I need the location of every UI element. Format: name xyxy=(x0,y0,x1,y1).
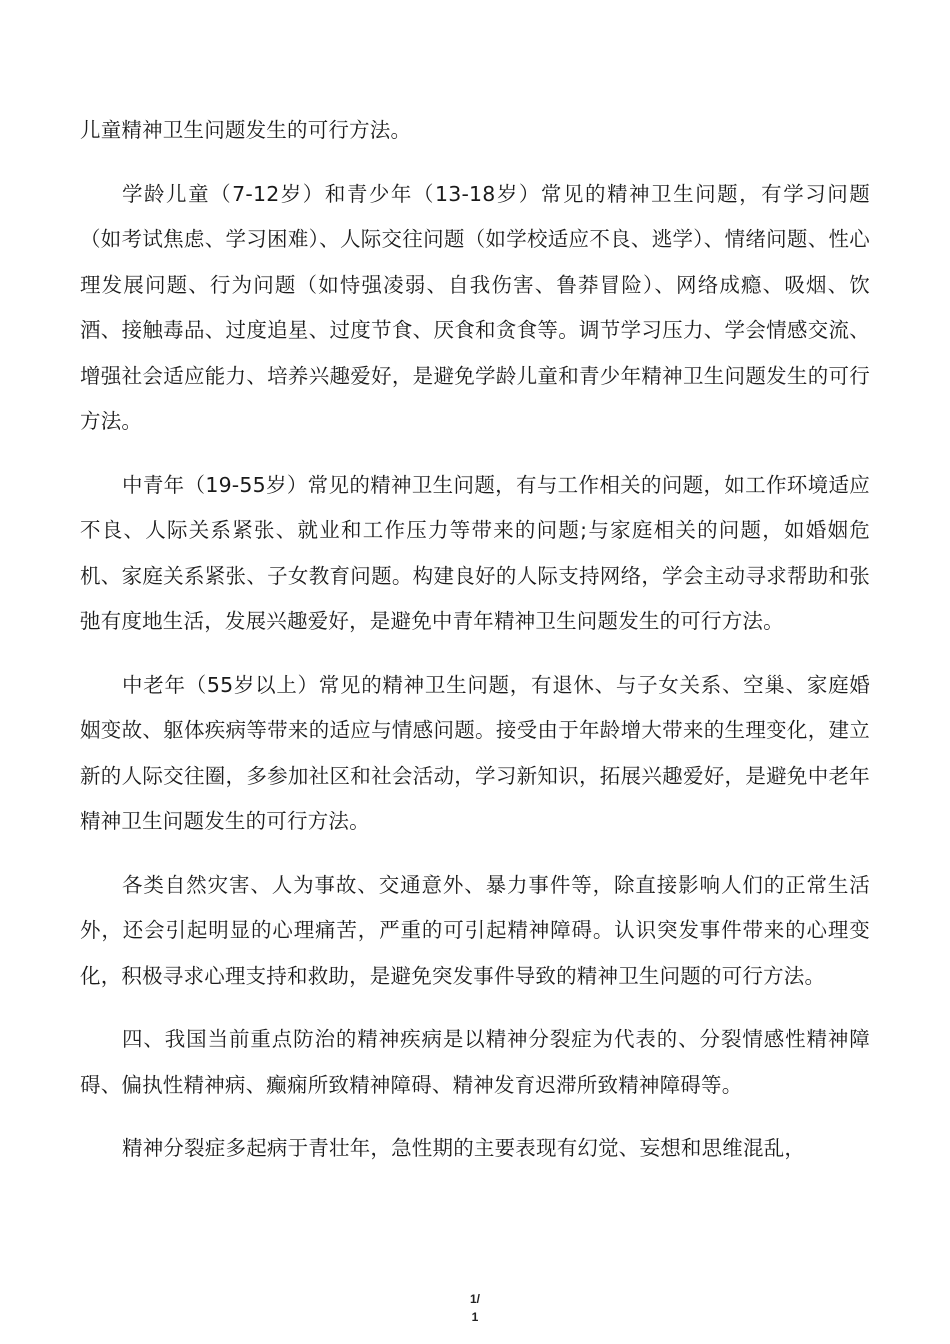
page-number-line2: 1 xyxy=(471,1310,479,1324)
paragraph-1: 儿童精神卫生问题发生的可行方法。 xyxy=(80,118,412,142)
page-number xyxy=(0,1290,950,1326)
paragraph-7: 精神分裂症多起病于青壮年，急性期的主要表现有幻觉、妄想和思维混乱， xyxy=(122,1136,806,1160)
paragraph-5: 各类自然灾害、人为事故、交通意外、暴力事件等，除直接影响人们的正常生活外，还会引起明显的心理痛苦，严重的可引起精神障碍。认识突发事件带来的心理变化，积极寻求心理支持和救助，是避免突发事件导致的精神卫生问题的可行方法。 xyxy=(80,872,870,988)
paragraph-4: 中老年（55岁以上）常见的精神卫生问题，有退休、与子女关系、空巢、家庭婚姻变故、躯体疾病等带来的适应与情感问题。接受由于年龄增大带来的生理变化，建立新的人际交往圈，多参加社区和社会活动，学习新知识，拓展兴趣爱好，是避免中老年精神卫生问题发生的可行方法。 xyxy=(80,672,870,833)
document-body xyxy=(80,108,870,1172)
page-number-line1: 1/ xyxy=(469,1292,480,1306)
paragraph-6: 四、我国当前重点防治的精神疾病是以精神分裂症为代表的、分裂情感性精神障碍、偏执性精神病、癫痫所致精神障碍、精神发育迟滞所致精神障碍等。 xyxy=(80,1027,870,1097)
paragraph-2: 学龄儿童（7-12岁）和青少年（13-18岁）常见的精神卫生问题，有学习问题（如考试焦虑、学习困难）、人际交往问题（如学校适应不良、逃学）、情绪问题、性心理发展问题、行为问题（如恃强凌弱、自我伤害、鲁莽冒险）、网络成瘾、吸烟、饮酒、接触毒品、过度追星、过度节食、厌食和贪食等。调节学习压力、学会情感交流、增强社会适应能力、培养兴趣爱好，是避免学龄儿童和青少年精神卫生问题发生的可行方法。 xyxy=(80,181,870,433)
paragraph-3: 中青年（19-55岁）常见的精神卫生问题，有与工作相关的问题，如工作环境适应不良、人际关系紧张、就业和工作压力等带来的问题;与家庭相关的问题，如婚姻危机、家庭关系紧张、子女教育问题。构建良好的人际支持网络，学会主动寻求帮助和张弛有度地生活，发展兴趣爱好，是避免中青年精神卫生问题发生的可行方法。 xyxy=(80,472,870,633)
